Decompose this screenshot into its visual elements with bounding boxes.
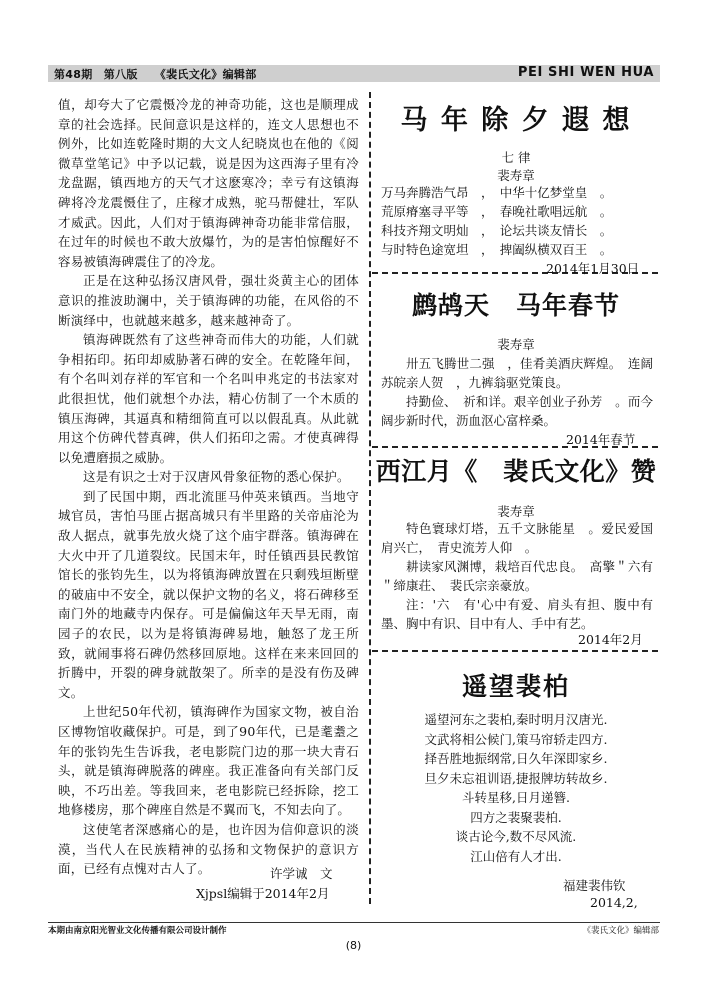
- poem3-author: 裴寿章: [497, 504, 535, 519]
- poem2-date: 2014年春节: [566, 432, 636, 447]
- footer-publisher: 《裴氏文化》编辑部: [582, 926, 659, 936]
- poem4-lines: [372, 710, 660, 866]
- poem3-body: [381, 519, 653, 633]
- poem-line: 文武将相公候门,策马帘轿走四方.: [424, 731, 608, 747]
- poem-line: 四方之裴聚裴柏.: [470, 809, 562, 825]
- article-author: 许学诚 文: [270, 866, 333, 881]
- poem-line: 荒原瘠塞寻平等 ， 春晚社歌唱远航 。: [381, 204, 613, 219]
- poem-line: 与时特色途宽坦 ， 捭阖纵横双百王 。: [381, 242, 613, 257]
- poem2-author: 裴寿章: [497, 337, 535, 352]
- poem2-title: 鹧鸪天 马年春节: [411, 291, 620, 320]
- article-paragraph: 上世纪50年代初，镇海碑作为国家文物，被自治区博物馆收藏保护。可是，到了90年代，已是耄耋之年的张钧先生告诉我，老电影院门边的那一块大青石头，就是镇海碑脱落的碑座。我正准备向有关部门反映，不巧出差。等我回来，老电影院已经拆除，挖工地修楼房，那个碑座自然是不翼而飞，不知去向了。: [58, 704, 359, 818]
- poem-line: 择吾胜地振纲常,日久年深即家乡.: [424, 751, 608, 766]
- poem-paragraph: 耕读家风渊博，栽培百代忠良。 高擎＂六有＂缔康荘、 裴氏宗亲豪放。: [381, 559, 653, 593]
- article-editor-note: Xjpsl编辑于2014年2月: [196, 886, 330, 901]
- article-paragraph: 到了民国中期，西北流匪马仲英来镇西。当地守城官员，害怕马匪占据高城只有半里路的关帝庙沦为敌人据点，就事先放火烧了这个庙宇群落。镇海碑在大火中开了几道裂纹。民国末年，时任镇西县民教馆馆长的张钧先生，以为将镇海碑放置在只剩残垣断壁的破庙中不安全，就以保护文物的名义，将石碑移至南门外的地藏寺内保存。可是偏偏这年天旱无雨，南园子的农民，以为是将镇海碑易地，触怒了龙王所致，就闹事将石碑仍然移回原地。这样在来来回回的折腾中，开裂的碑身就散架了。所幸的是没有伤及碑文。: [58, 488, 359, 700]
- footer-rule: [48, 922, 660, 923]
- footer-credit: 本期由南京阳光智业文化传播有限公司设计制作: [48, 926, 227, 936]
- poem4-title: 遥望裴柏: [461, 672, 570, 701]
- poem3-date: 2014年2月: [578, 632, 643, 647]
- poem-line: 谈古论今,数不尽风流.: [455, 829, 577, 844]
- article-body: [58, 95, 359, 879]
- poem-paragraph: 特色寰球灯塔，五千文脉能星 。爱民爱国肩兴亡， 青史流芳人仰 。: [381, 521, 653, 555]
- article-paragraph: 这是有识之士对于汉唐风骨象征物的悉心保护。: [83, 469, 350, 485]
- publication-name: PEI SHI WEN HUA: [517, 65, 654, 80]
- poem-line: 遥望河东之裴柏,秦时明月汉唐光.: [424, 712, 608, 727]
- poem1-form: 七 律: [501, 150, 531, 165]
- poem1-lines: [381, 183, 656, 259]
- page-number: (8): [345, 939, 362, 952]
- poem-line: 万马奔腾浩气昂 ， 中华十亿梦堂皇 。: [381, 185, 613, 200]
- article-paragraph: 正是在这种弘扬汉唐风骨，强壮炎黄主心的团体意识的推波助澜中，关于镇海碑的功能，在风俗的不断演绎中，也就越来越多，越来越神奇了。: [58, 273, 359, 328]
- poem-paragraph: 卅五飞腾世二强 ，佳肴美酒庆辉煌。 连阔苏皖亲人贺 ，九裤翁驱党策良。: [381, 356, 653, 390]
- column-divider: [369, 92, 371, 904]
- poem4-date: 2014,2,: [590, 895, 638, 910]
- poem-line: 斗转星移,日月递簪.: [462, 790, 570, 805]
- section-divider-3: [372, 650, 658, 652]
- poem3-title: 西江月《 裴氏文化》赞: [375, 457, 657, 486]
- poem2-body: [381, 354, 653, 430]
- article-paragraph: 值，却夸大了它震慑冷龙的神奇功能，这也是顺理成章的社会选择。民间意识是这样的，连文人思想也不例外，比如连乾隆时期的大文人纪晓岚也在他的《阅微草堂笔记》中予以记载，说是因为这西海子里有冷龙盘踞，镇西地方的天气才这麽寒冷；幸亏有这镇海碑将冷龙震慑住了，庄稼才成熟，驼马帮健壮，军队才威武。因此，人们对于镇海碑神奇功能非常信服，在过年的时候也不敢大放爆竹，为的是害怕惊醒好不容易被镇海碑震住了的冷龙。: [58, 97, 359, 269]
- article-paragraph: 镇海碑既然有了这些神奇而伟大的功能，人们就争相拓印。拓印却威胁著石碑的安全。在乾隆年间，有个名叫刘存祥的军官和一个名叫申兆定的书法家对此很担忧，他们就想个办法，精心仿制了一个木质的镇压海碑，其逼真和精细简直可以以假乱真。从此就用这个仿碑代替真碑，供人们拓印之需。才使真碑得以免遭磨损之威胁。: [58, 332, 359, 465]
- poem1-author: 裴寿章: [497, 168, 535, 183]
- poem-line: 江山倍有人才出.: [470, 848, 562, 864]
- poem1-title: 马 年 除 夕 遐 想: [400, 105, 632, 136]
- poem-paragraph: 注：'六 有'心中有爱、肩头有担、腹中有墨、胸中有识、目中有人、手中有艺。: [381, 597, 653, 631]
- header-bar: [48, 65, 660, 82]
- poem-paragraph: 持勤俭、 祈和详。艰辛创业子孙芳 。而今阔步新时代，沥血沤心富梓桑。: [381, 394, 653, 428]
- poem4-author: 福建裴伟钦: [563, 878, 626, 893]
- article-paragraph: 这使笔者深感痛心的是，也许因为信仰意识的淡漠，当代人在民族精神的弘扬和文物保护的意识方面，已经有点愧对古人了。: [58, 821, 359, 877]
- poem1-date: 2014年1月30日: [546, 261, 640, 276]
- issue-info: 第48期 第八版 《裴氏文化》编辑部: [54, 68, 257, 81]
- poem-line: 旦夕未忘祖训语,捷报牌坊转故乡.: [424, 770, 608, 786]
- poem-line: 科技齐翔文明灿 ， 论坛共谈友情长 。: [381, 223, 613, 238]
